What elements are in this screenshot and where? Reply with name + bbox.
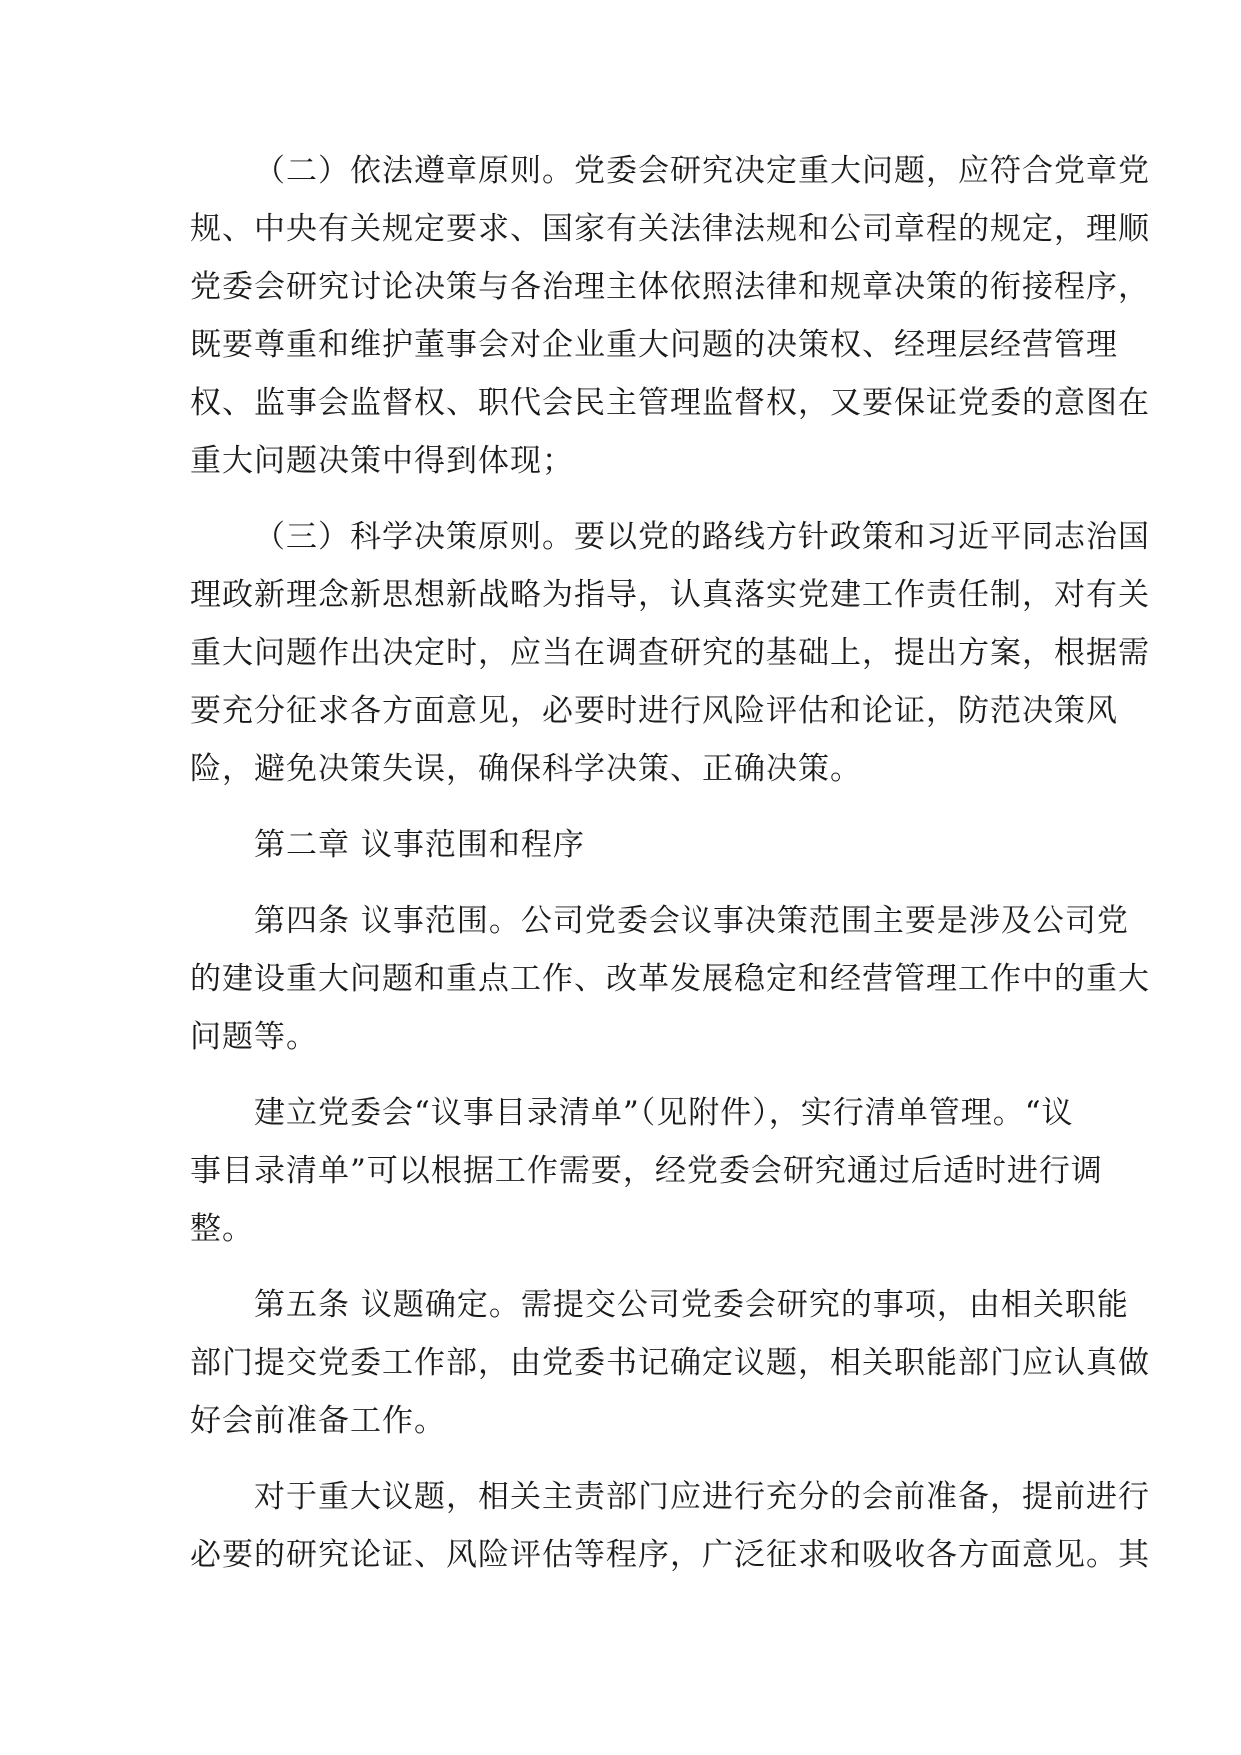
text-line: 好会前准备工作。 (190, 1403, 446, 1439)
paragraph-article-4 (190, 892, 1150, 1066)
paragraph-principle-2 (190, 142, 1150, 490)
text-line: 对于重大议题，相关主责部门应进行充分的会前准备，提前进行 (254, 1479, 1150, 1515)
chapter-title: 第二章 议事范围和程序 (254, 827, 585, 863)
paragraph-agenda-list (190, 1084, 1103, 1258)
chapter-heading (190, 816, 1090, 874)
text-line: 第五条 议题确定。需提交公司党委会研究的事项，由相关职能 (254, 1287, 1129, 1323)
paragraph-article-5 (190, 1276, 1150, 1450)
text-line: 建立党委会“议事目录清单”（见附件），实行清单管理。“议 (254, 1095, 1074, 1131)
text-line: 部门提交党委工作部，由党委书记确定议题，相关职能部门应认真做 (190, 1345, 1150, 1381)
paragraph-principle-3 (190, 508, 1150, 798)
text-line: 事目录清单”可以根据工作需要，经党委会研究通过后适时进行调 (190, 1153, 1103, 1189)
text-line: 问题等。 (190, 1019, 318, 1055)
text-line: 规、中央有关规定要求、国家有关法律法规和公司章程的规定，理顺 (190, 211, 1150, 247)
text-line: 权、监事会监督权、职代会民主管理监督权，又要保证党委的意图在 (190, 385, 1150, 421)
text-line: （三）科学决策原则。要以党的路线方针政策和习近平同志治国 (254, 519, 1150, 555)
paragraph-major-topics (190, 1468, 1150, 1584)
text-line: 要充分征求各方面意见，必要时进行风险评估和论证，防范决策风 (190, 693, 1118, 729)
text-line: 重大问题作出决定时，应当在调查研究的基础上，提出方案，根据需 (190, 635, 1150, 671)
text-line: 党委会研究讨论决策与各治理主体依照法律和规章决策的衔接程序， (190, 269, 1150, 305)
text-line: 的建设重大问题和重点工作、改革发展稳定和经营管理工作中的重大 (190, 961, 1150, 997)
document-body (190, 142, 1150, 1584)
text-line: 整。 (190, 1211, 254, 1247)
text-line: 重大问题决策中得到体现； (190, 443, 574, 479)
text-line: 必要的研究论证、风险评估等程序，广泛征求和吸收各方面意见。其 (190, 1537, 1150, 1573)
text-line: 既要尊重和维护董事会对企业重大问题的决策权、经理层经营管理 (190, 327, 1118, 363)
text-line: 第四条 议事范围。公司党委会议事决策范围主要是涉及公司党 (254, 903, 1129, 939)
text-line: （二）依法遵章原则。党委会研究决定重大问题，应符合党章党 (254, 153, 1150, 189)
text-line: 理政新理念新思想新战略为指导，认真落实党建工作责任制，对有关 (190, 577, 1150, 613)
text-line: 险，避免决策失误，确保科学决策、正确决策。 (190, 751, 862, 787)
